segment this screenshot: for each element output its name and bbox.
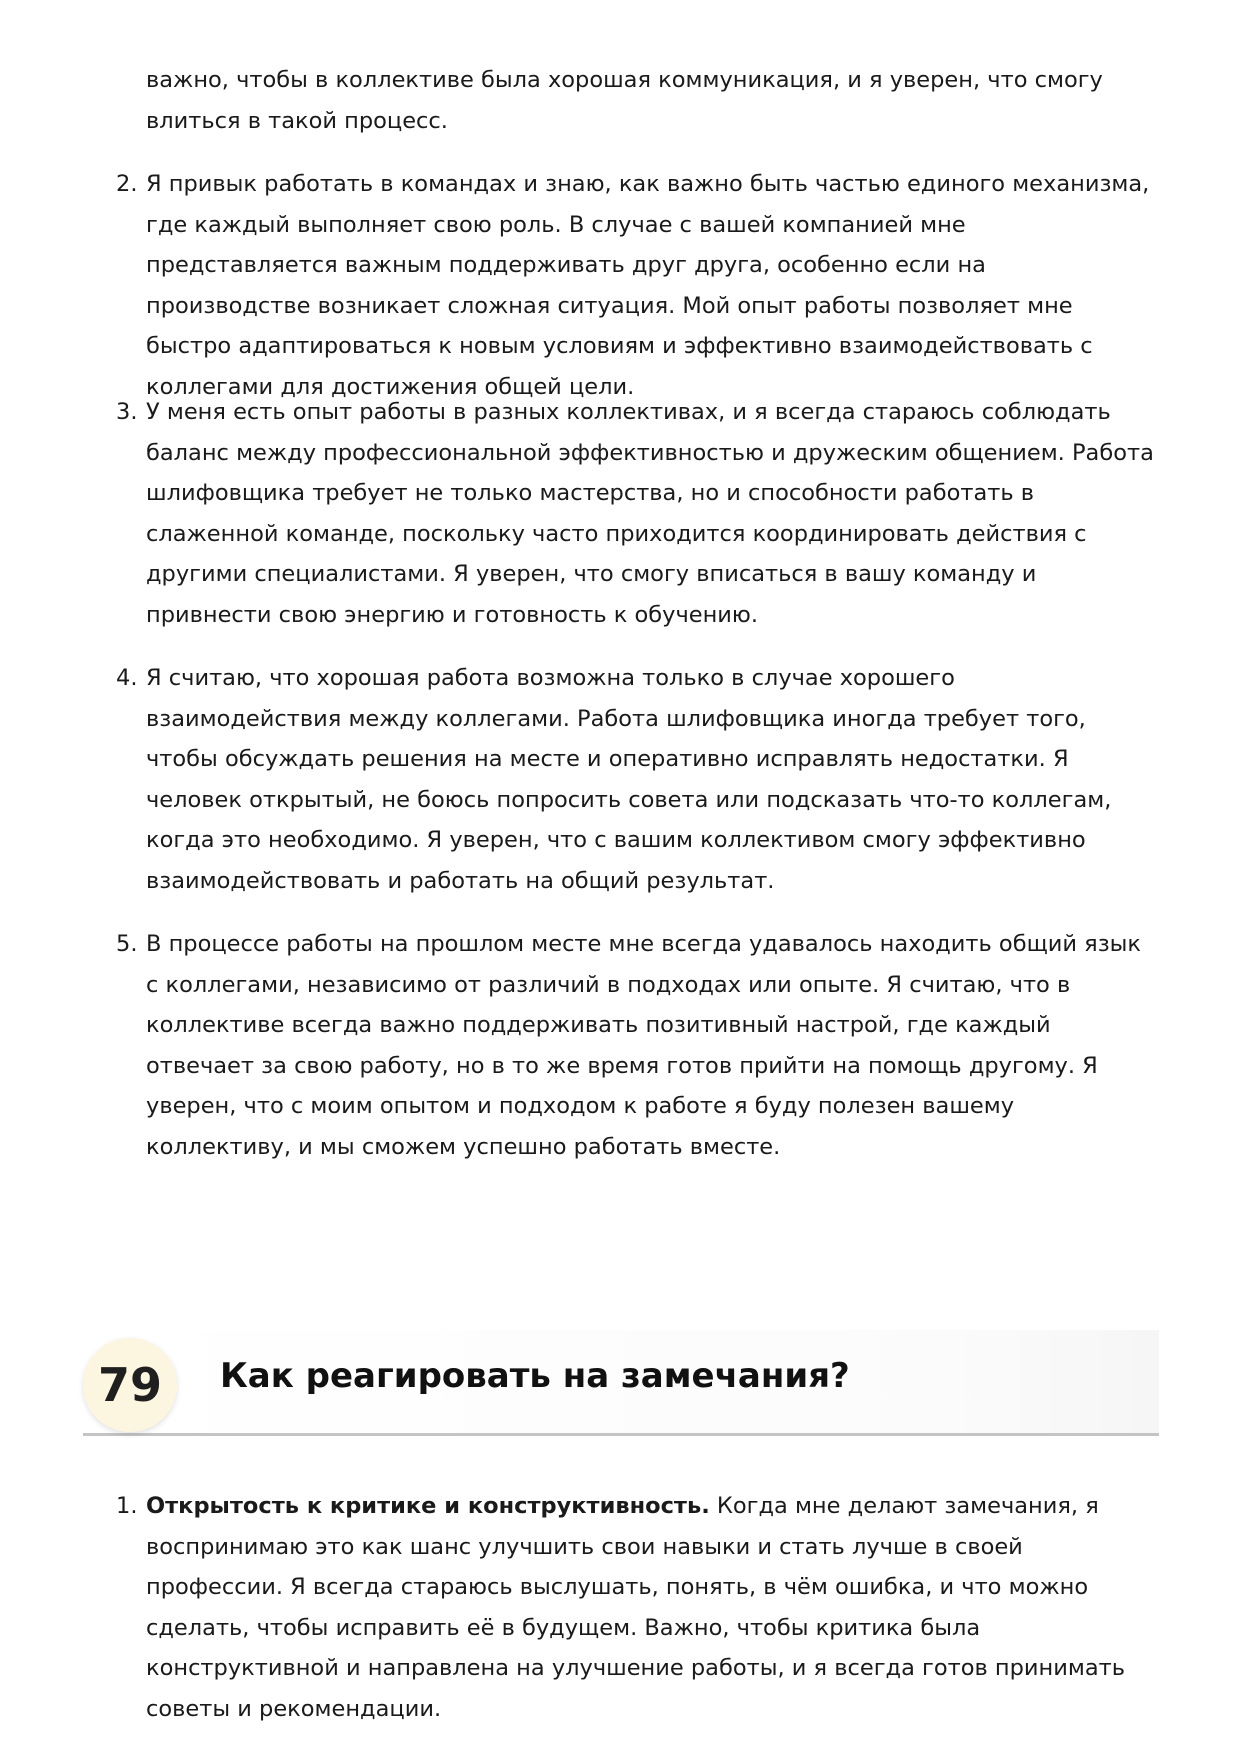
list-item-bold-lead: Открытость к критике и конструктивность. bbox=[146, 1493, 710, 1519]
list-item-number: 2. bbox=[116, 171, 138, 197]
list-item-text bbox=[146, 1486, 1156, 1729]
list-item-body: Когда мне делают замечания, я воспринимаю это как шанс улучшить свои навыки и стать лучше в своей профессии. Я всегда стараюсь выслушать, понять, в чём ошибка, и что можно сделать, чтобы исправить её в будущем. Важно, чтобы критика была конструктивной и направлена на улучшение работы, и я всегда готов принимать советы и рекомендации. bbox=[146, 1493, 1125, 1722]
list-item-text: Я считаю, что хорошая работа возможна только в случае хорошего взаимодействия между коллегами. Работа шлифовщика иногда требует того, чтобы обсуждать решения на месте и оперативно исправлять недостатки. Я человек открытый, не боюсь попросить совета или подсказать что-то коллегам, когда это необходимо. Я уверен, что с вашим коллективом смогу эффективно взаимодействовать и работать на общий результат. bbox=[146, 665, 1112, 894]
list-item-text: У меня есть опыт работы в разных коллективах, и я всегда стараюсь соблюдать баланс между профессиональной эффективностью и дружеским общением. Работа шлифовщика требует не только мастерства, но и способности работать в слаженной команде, поскольку часто приходится координировать действия с другими специалистами. Я уверен, что смогу вписаться в вашу команду и привнести свою энергию и готовность к обучению. bbox=[146, 399, 1154, 628]
section-divider bbox=[83, 1433, 1159, 1436]
list-item bbox=[116, 658, 1156, 901]
list-item-text: важно, чтобы в коллективе была хорошая коммуникация, и я уверен, что смогу влиться в такой процесс. bbox=[146, 67, 1103, 134]
section-header bbox=[83, 1330, 1159, 1434]
list-item bbox=[116, 164, 1156, 407]
list-item bbox=[116, 1486, 1156, 1729]
section-title: Как реагировать на замечания? bbox=[220, 1356, 850, 1396]
list-item-text: В процессе работы на прошлом месте мне всегда удавалось находить общий язык с коллегами, независимо от различий в подходах или опыте. Я считаю, что в коллективе всегда важно поддерживать позитивный настрой, где каждый отвечает за свою работу, но в то же время готов прийти на помощь другому. Я уверен, что с моим опытом и подходом к работе я буду полезен вашему коллективу, и мы сможем успешно работать вместе. bbox=[146, 931, 1142, 1160]
list-item-text: Я привык работать в командах и знаю, как важно быть частью единого механизма, где каждый выполняет свою роль. В случае с вашей компанией мне представляется важным поддерживать друг друга, особенно если на производстве возникает сложная ситуация. Мой опыт работы позволяет мне быстро адаптироваться к новым условиям и эффективно взаимодействовать с коллегами для достижения общей цели. bbox=[146, 171, 1150, 400]
list-item-number: 5. bbox=[116, 931, 138, 957]
list-item-number: 3. bbox=[116, 399, 138, 425]
list-item-number: 1. bbox=[116, 1493, 138, 1519]
list-item bbox=[116, 392, 1156, 635]
list-item-number: 4. bbox=[116, 665, 138, 691]
section-number-badge: 79 bbox=[83, 1338, 177, 1432]
list-item-continuation bbox=[146, 60, 1156, 141]
list-item bbox=[116, 924, 1156, 1167]
